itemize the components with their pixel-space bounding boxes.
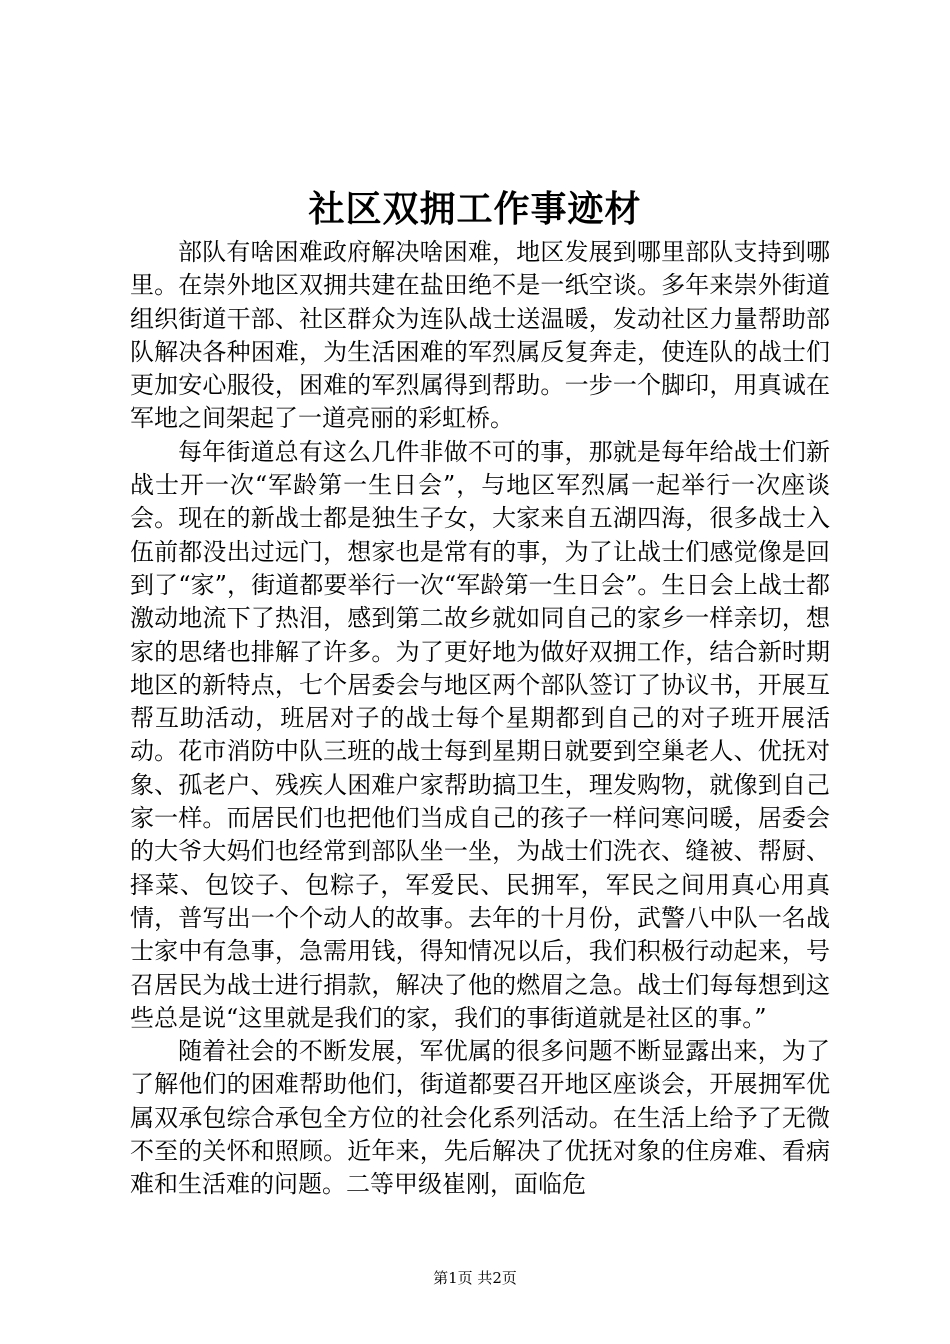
page-footer: 第1页 共2页 bbox=[433, 1269, 517, 1287]
paragraph-2: 每年街道总有这么几件非做不可的事，那就是每年给战士们新战士开一次“军龄第一生日会”，与地区军烈属一起举行一次座谈会。现在的新战士都是独生子女，大家来自五湖四海，很多战士入伍前都没出过远门，想家也是常有的事，为了让战士们感觉像是回到了“家”，街道都要举行一次“军龄第一生日会”。生日会上战士都激动地流下了热泪，感到第二故乡就如同自己的家乡一样亲切，想家的思绪也排解了许多。为了更好地为做好双拥工作，结合新时期地区的新特点，七个居委会与地区两个部队签订了协议书，开展互帮互助活动，班居对子的战士每个星期都到自己的对子班开展活动。花市消防中队三班的战士每到星期日就要到空巢老人、优抚对象、孤老户、残疾人困难户家帮助搞卫生，理发购物，就像到自己家一样。而居民们也把他们当成自己的孩子一样问寒问暖，居委会的大爷大妈们也经常到部队坐一坐，为战士们洗衣、缝被、帮厨、择菜、包饺子、包粽子，军爱民、民拥军，军民之间用真心用真情，普写出一个个动人的故事。去年的十月份，武警八中队一名战士家中有急事，急需用钱，得知情况以后，我们积极行动起来，号召居民为战士进行捐款，解决了他的燃眉之急。战士们每每想到这些总是说“这里就是我们的家，我们的事街道就是社区的事。” bbox=[130, 437, 830, 1032]
paragraph-1: 部队有啥困难政府解决啥困难，地区发展到哪里部队支持到哪里。在崇外地区双拥共建在盐田绝不是一纸空谈。多年来崇外街道组织街道干部、社区群众为连队战士送温暖，发动社区力量帮助部队解决各种困难，为生活困难的军烈属反复奔走，使连队的战士们更加安心服役，困难的军烈属得到帮助。一步一个脚印，用真诚在军地之间架起了一道亮丽的彩虹桥。 bbox=[130, 238, 830, 433]
paragraph-3: 随着社会的不断发展，军优属的很多问题不断显露出来，为了了解他们的困难帮助他们，街道都要召开地区座谈会，开展拥军优属双承包综合承包全方位的社会化系列活动。在生活上给予了无微不至的关怀和照顾。近年来，先后解决了优抚对象的住房难、看病难和生活难的问题。二等甲级崔刚，面临危 bbox=[130, 1037, 830, 1199]
document-title: 社区双拥工作事迹材 bbox=[308, 188, 642, 230]
document-body bbox=[130, 236, 830, 1202]
